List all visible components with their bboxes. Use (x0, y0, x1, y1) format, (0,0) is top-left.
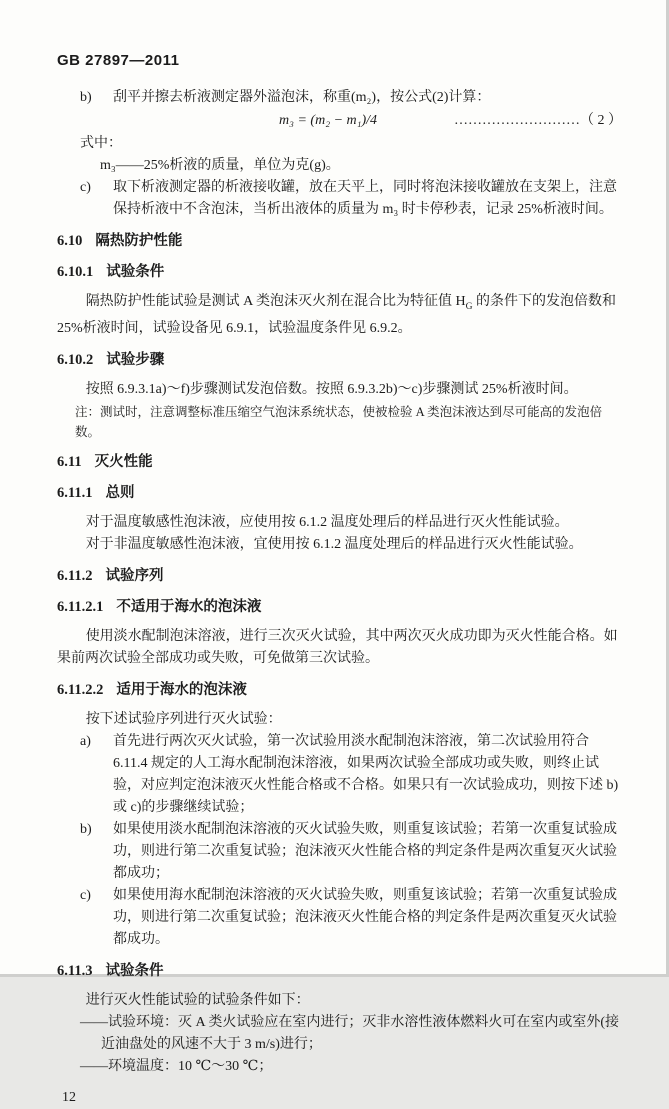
formula-where-label: 式中： (80, 136, 122, 151)
paragraph-text: 隔热防护性能试验是测试 A 类泡沫灭火剂在混合比为特征值 H (85, 294, 466, 309)
section-number: 6.11.2 (57, 567, 93, 584)
list-item-text: 如果使用海水配制泡沫溶液的灭火试验失败，则重复该试验；若第一次重复试验成功，则进行第二次重复试验；泡沫液灭火性能合格的判定条件是两次重复灭火试验都成功。 (113, 887, 617, 947)
section-title: 适用于海水的泡沫液 (116, 681, 247, 698)
standard-code-header: GB 27897—2011 (57, 52, 180, 69)
list-item-text: 取下析液测定器的析液接收罐，放在天平上，同时将泡沫接收罐放在支架上，注意保持析液中不含泡沫，当析出液体的质量为 m₃ 时卡停秒表，记录 25%析液时间。 (113, 180, 617, 217)
section-title: 隔热防护性能 (95, 233, 183, 249)
section-number: 6.11.2.1 (57, 598, 104, 615)
list-item-label: b) (80, 821, 92, 837)
section-number: 6.10 (57, 233, 83, 249)
formula-symbol-definition: m₃——25%析液的质量，单位为克(g)。 (100, 158, 340, 173)
section-title: 总则 (105, 484, 135, 501)
section-title: 试验条件 (105, 962, 164, 979)
section-heading-6-11-2-2 (57, 679, 622, 701)
section-paragraph: 对于温度敏感性泡沫液，应使用按 6.1.2 温度处理后的样品进行灭火性能试验。 (85, 514, 569, 530)
section-note: 注：测试时，注意调整标准压缩空气泡沫系统状态，使被检验 A 类泡沫液达到尽可能高的发泡倍数。 (75, 404, 603, 439)
section-number: 6.11.1 (57, 484, 93, 501)
list-item-b (80, 87, 622, 109)
dash-list-item: ——试验环境：灭 A 类火试验应在室内进行；灭非水溶性液体燃料火可在室内或室外(接近油盘处的风速不大于 3 m/s)进行； (80, 1014, 619, 1052)
formula-dot-leader: ……………………… (454, 113, 580, 128)
section-paragraph-6-10-1 (57, 291, 622, 340)
list-item-b2 (80, 819, 622, 885)
section-heading-6-11 (57, 451, 622, 473)
section-heading-6-11-2 (57, 565, 622, 587)
list-item-a (80, 731, 622, 819)
section-paragraph: 对于非温度敏感性泡沫液，宜使用按 6.1.2 温度处理后的样品进行灭火性能试验。 (85, 536, 583, 552)
formula-2-row (57, 110, 622, 132)
section-title: 试验条件 (106, 264, 165, 280)
section-heading-6-10-1 (57, 261, 622, 283)
list-item-text: 刮平并擦去析液测定器外溢泡沫，称重(m₂)，按公式(2)计算： (113, 90, 491, 105)
section-number: 6.11.2.2 (57, 681, 104, 698)
list-item-text: 首先进行两次灭火试验，第一次试验用淡水配制泡沫溶液，第二次试验用符合 6.11.4 规定的人工海水配制泡沫溶液，如果两次试验全部成功或失败，则终止试验，对应判定泡沫液灭火性能合格或不合格。如果只有一次试验成功，则按下述 b)或 c)的步骤继续试验； (113, 733, 619, 815)
section-heading-6-11-3 (57, 960, 622, 982)
list-item-c (80, 177, 622, 221)
list-item-label: c) (80, 180, 91, 195)
section-title: 试验序列 (105, 567, 164, 584)
page-number: 12 (62, 1089, 76, 1105)
section-paragraph-6-11-2-1: 使用淡水配制泡沫溶液，进行三次灭火试验，其中两次灭火成功即为灭火性能合格。如果前两次试验全部成功或失败，可免做第三次试验。 (57, 628, 618, 666)
section-number: 6.11.3 (57, 962, 93, 979)
formula-number: （ 2 ） (580, 113, 622, 128)
list-intro: 进行灭火性能试验的试验条件如下： (85, 992, 310, 1008)
list-item-label: c) (80, 887, 91, 903)
formula-expression: m₃ = (m₂ − m₁)/4 (279, 113, 378, 128)
variable-subscript: G (465, 301, 473, 312)
list-item-label: b) (80, 90, 92, 105)
section-number: 6.10.2 (57, 351, 94, 368)
section-title: 灭火性能 (94, 453, 153, 470)
section-heading-6-10 (57, 230, 622, 252)
section-title: 试验步骤 (106, 351, 165, 368)
section-title: 不适用于海水的泡沫液 (116, 598, 262, 615)
list-intro: 按下述试验序列进行灭火试验： (85, 711, 282, 727)
dash-list-item: ——环境温度：10 ℃～30 ℃； (80, 1058, 273, 1074)
section-heading-6-11-2-1 (57, 596, 622, 618)
section-paragraph-6-10-2: 按照 6.9.3.1a)～f)步骤测试发泡倍数。按照 6.9.3.2b)～c)步骤测试 25%析液时间。 (85, 381, 578, 397)
paragraph-text: 的条件下的发泡倍数和 25%析液时间，试验设备见 6.9.1，试验温度条件见 6.9.2。 (57, 294, 617, 336)
section-heading-6-11-1 (57, 482, 622, 504)
section-number: 6.10.1 (57, 264, 94, 280)
list-item-text: 如果使用淡水配制泡沫溶液的灭火试验失败，则重复该试验；若第一次重复试验成功，则进行第二次重复试验；泡沫液灭火性能合格的判定条件是两次重复灭火试验都成功； (113, 821, 617, 881)
list-item-c2 (80, 885, 622, 951)
section-heading-6-10-2 (57, 349, 622, 371)
list-item-label: a) (80, 733, 91, 749)
section-number: 6.11 (57, 453, 82, 470)
